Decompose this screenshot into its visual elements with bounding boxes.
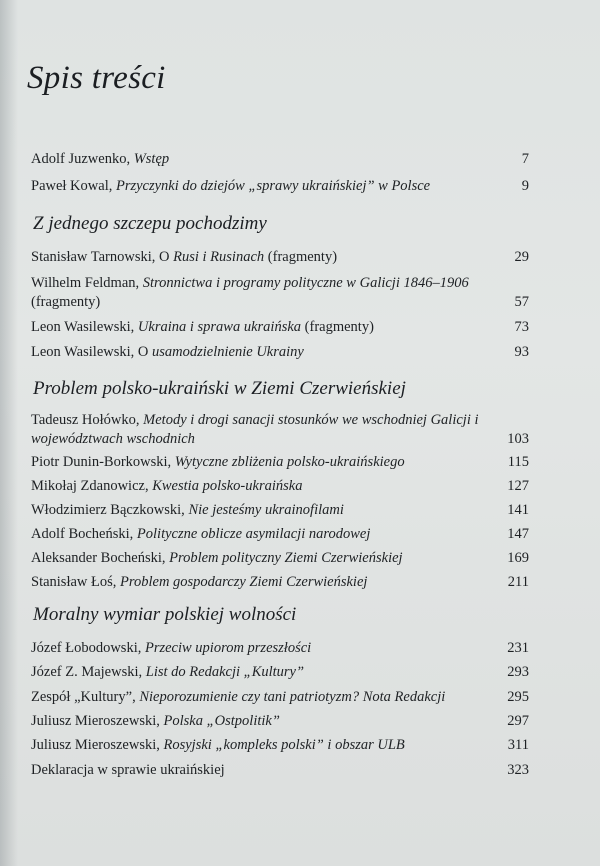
entry-author: Zespół „Kultury”, [31, 689, 136, 705]
toc-entry [31, 411, 529, 449]
entry-title: Ukraina i sprawa ukraińska [137, 319, 302, 335]
entry-suffix: (fragmenty) [267, 249, 338, 265]
entry-prefix: O [159, 249, 170, 265]
entry-suffix: (fragmenty) [31, 294, 101, 310]
toc-entry [31, 736, 529, 755]
entry-page-number: 73 [514, 319, 529, 335]
entry-title: Problem polityczny Ziemi Czerwieńskiej [169, 550, 403, 566]
entry-author: Juliusz Mieroszewski, [31, 737, 160, 753]
entry-page-number: 103 [507, 431, 529, 447]
entry-title: Rosyjski „kompleks polski” i obszar ULB [163, 737, 405, 753]
toc-entry [31, 712, 529, 731]
entry-author: Leon Wasilewski, [31, 344, 135, 360]
section-title: Moralny wymiar polskiej wolności [33, 604, 297, 625]
toc-entry [31, 549, 529, 568]
toc-entry [31, 150, 529, 169]
entry-page-number: 211 [507, 574, 529, 590]
toc-entry [31, 477, 529, 496]
entry-author: Stanisław Tarnowski, [31, 249, 156, 265]
entry-title: Przeciw upiorom przeszłości [144, 640, 312, 656]
entry-page-number: 29 [514, 249, 529, 265]
entry-title: Stronnictwa i programy polityczne w Galicji 1846–1906 [142, 275, 469, 291]
entry-page-number: 323 [507, 762, 529, 778]
entry-author: Adolf Bocheński, [31, 526, 134, 542]
entry-author: Adolf Juzwenko, [31, 151, 131, 167]
entry-page-number: 297 [507, 713, 529, 729]
entry-author: Mikołaj Zdanowicz, [31, 478, 149, 494]
entry-suffix: (fragmenty) [304, 319, 374, 335]
entry-title: List do Redakcji „Kultury” [145, 664, 305, 680]
entry-title: Nie jesteśmy ukrainofilami [188, 502, 344, 518]
entry-page-number: 7 [521, 151, 529, 167]
entry-page-number: 295 [507, 689, 529, 705]
entry-title: Nieporozumienie czy tani patriotyzm? Nota Redakcji [139, 689, 446, 705]
toc-entry [31, 248, 529, 267]
entry-author: Tadeusz Hołówko, [31, 412, 140, 428]
entry-page-number: 93 [514, 344, 529, 360]
toc-entry [31, 639, 529, 658]
entry-page-number: 9 [521, 178, 529, 194]
entry-author: Paweł Kowal, [31, 178, 113, 194]
entry-title: Przyczynki do dziejów „sprawy ukraińskiej” w Polsce [115, 178, 431, 194]
entry-author: Stanisław Łoś, [31, 574, 117, 590]
entry-page-number: 127 [507, 478, 529, 494]
entry-page-number: 293 [507, 664, 529, 680]
entry-title: Rusi i Rusinach [173, 249, 265, 265]
entry-page-number: 141 [507, 502, 529, 518]
entry-author: Aleksander Bocheński, [31, 550, 166, 566]
entry-title: Metody i drogi sanacji stosunków we wschodniej Galicji i województwach wschodnich [31, 412, 479, 447]
page-title: Spis treści [27, 60, 166, 96]
entry-title: Wytyczne zbliżenia polsko-ukraińskiego [174, 454, 405, 470]
toc-entry [31, 177, 529, 196]
entry-prefix: O [137, 344, 149, 360]
entry-author: Piotr Dunin-Borkowski, [31, 454, 172, 470]
entry-title: Polska „Ostpolitik” [163, 713, 280, 729]
section-title: Problem polsko-ukraiński w Ziemi Czerwieńskiej [33, 378, 406, 399]
toc-entry [31, 343, 529, 362]
entry-author: Józef Łobodowski, [31, 640, 142, 656]
entry-page-number: 311 [507, 737, 529, 753]
toc-entry [31, 761, 529, 780]
toc-entry [31, 274, 529, 312]
toc-entry [31, 453, 529, 472]
toc-entry [31, 663, 529, 682]
section-title: Z jednego szczepu pochodzimy [33, 213, 267, 234]
entry-page-number: 169 [507, 550, 529, 566]
toc-entry [31, 318, 529, 337]
entry-title: Polityczne oblicze asymilacji narodowej [136, 526, 371, 542]
entry-author: Leon Wasilewski, [31, 319, 135, 335]
entry-title: Wstęp [133, 151, 170, 167]
entry-title: usamodzielnienie Ukrainy [152, 344, 304, 360]
entry-author: Wilhelm Feldman, [31, 275, 140, 291]
toc-entry [31, 501, 529, 520]
entry-page-number: 57 [514, 294, 529, 310]
toc-entry [31, 573, 529, 592]
entry-author: Józef Z. Majewski, [31, 664, 143, 680]
entry-page-number: 147 [507, 526, 529, 542]
entry-author: Juliusz Mieroszewski, [31, 713, 160, 729]
entry-page-number: 115 [507, 454, 529, 470]
toc-entry [31, 688, 529, 707]
toc-entry [31, 525, 529, 544]
entry-title: Problem gospodarczy Ziemi Czerwieńskiej [120, 574, 368, 590]
entry-title: Kwestia polsko-ukraińska [152, 478, 303, 494]
entry-prefix: Deklaracja w sprawie ukraińskiej [31, 762, 225, 778]
entry-author: Włodzimierz Bączkowski, [31, 502, 185, 518]
entry-page-number: 231 [507, 640, 529, 656]
